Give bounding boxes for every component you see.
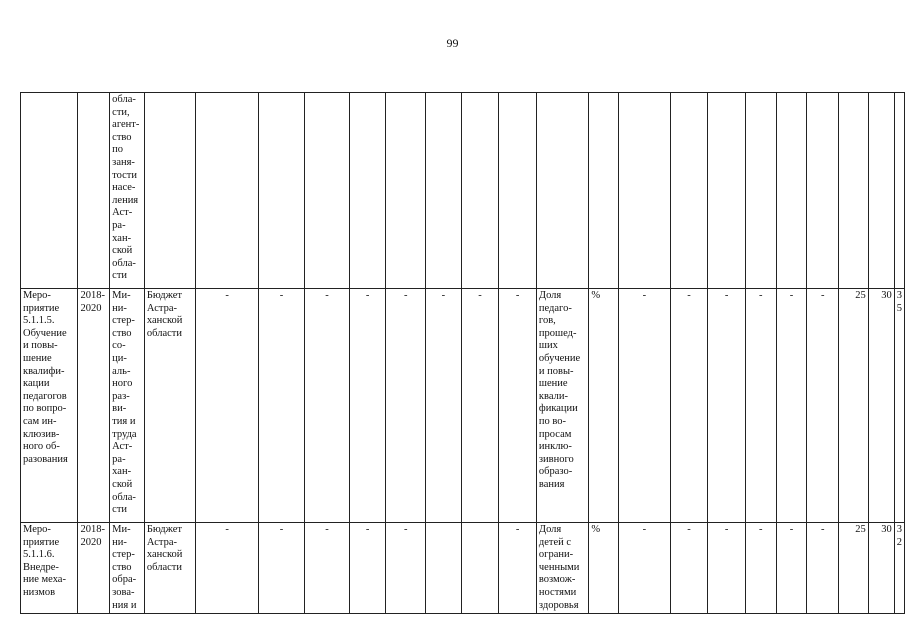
- table-row: [21, 289, 905, 523]
- finance-cell: [258, 93, 305, 289]
- indicator-value-cell: 25: [839, 523, 869, 614]
- indicator-value-cell: 25: [839, 289, 869, 523]
- indicator-value-cell: [619, 93, 670, 289]
- indicator-value-cell: -: [670, 289, 708, 523]
- finance-cell: [349, 93, 386, 289]
- indicator-value-cell: -: [708, 523, 746, 614]
- finance-cell: -: [305, 523, 350, 614]
- finance-cell: -: [499, 289, 537, 523]
- finance-cell: -: [461, 289, 499, 523]
- indicator-cell: [536, 93, 589, 289]
- indicator-cell: Доля педаго- гов, прошед- ших обучение и повы- шение квали- фикации по во- просам инклю- зивного образо- вания: [536, 289, 589, 523]
- years-cell: 2018- 2020: [78, 289, 110, 523]
- finance-cell: [196, 93, 258, 289]
- finance-cell: -: [258, 289, 305, 523]
- indicator-value-cell: 30: [868, 523, 894, 614]
- finance-cell: -: [196, 523, 258, 614]
- indicator-value-cell: -: [708, 289, 746, 523]
- indicator-value-cell: -: [670, 523, 708, 614]
- table-row: [21, 523, 905, 614]
- executor-cell: обла- сти, агент- ство по заня- тости насе- ления Аст- ра- хан- ской обла- сти: [110, 93, 145, 289]
- indicator-value-cell: [807, 93, 839, 289]
- page-number: 99: [446, 36, 459, 50]
- finance-cell: [386, 93, 426, 289]
- funding-source-cell: [144, 93, 196, 289]
- program-activities-table: [20, 92, 905, 614]
- finance-cell: [426, 93, 462, 289]
- indicator-value-cell: 30: [868, 289, 894, 523]
- executor-cell: Ми- ни- стер- ство со- ци- аль- ного раз- ви- тия и труда Аст- ра- хан- ской обла- сти: [110, 289, 145, 523]
- funding-source-cell: Бюджет Астра- ханской области: [144, 523, 196, 614]
- finance-cell: -: [349, 523, 386, 614]
- indicator-value-cell: [776, 93, 807, 289]
- indicator-value-cell: 35: [894, 289, 904, 523]
- unit-cell: [589, 93, 619, 289]
- finance-cell: [461, 523, 499, 614]
- indicator-value-cell: [708, 93, 746, 289]
- finance-cell: -: [499, 523, 537, 614]
- years-cell: [78, 93, 110, 289]
- finance-cell: -: [386, 289, 426, 523]
- finance-cell: [461, 93, 499, 289]
- finance-cell: -: [258, 523, 305, 614]
- indicator-value-cell: -: [776, 523, 807, 614]
- indicator-value-cell: -: [745, 289, 776, 523]
- years-cell: 2018- 2020: [78, 523, 110, 614]
- indicator-value-cell: -: [745, 523, 776, 614]
- unit-cell: %: [589, 523, 619, 614]
- finance-cell: -: [386, 523, 426, 614]
- indicator-value-cell: [839, 93, 869, 289]
- executor-cell: Ми- ни- стер- ство обра- зова- ния и: [110, 523, 145, 614]
- unit-cell: %: [589, 289, 619, 523]
- indicator-value-cell: -: [807, 289, 839, 523]
- finance-cell: -: [196, 289, 258, 523]
- finance-cell: -: [305, 289, 350, 523]
- finance-cell: [499, 93, 537, 289]
- finance-cell: -: [426, 289, 462, 523]
- indicator-value-cell: -: [776, 289, 807, 523]
- indicator-value-cell: -: [619, 289, 670, 523]
- indicator-value-cell: [894, 93, 904, 289]
- funding-source-cell: Бюджет Астра- ханской области: [144, 289, 196, 523]
- indicator-value-cell: -: [619, 523, 670, 614]
- indicator-value-cell: -: [807, 523, 839, 614]
- finance-cell: -: [349, 289, 386, 523]
- indicator-value-cell: [868, 93, 894, 289]
- indicator-value-cell: [670, 93, 708, 289]
- finance-cell: [426, 523, 462, 614]
- indicator-value-cell: 32: [894, 523, 904, 614]
- indicator-value-cell: [745, 93, 776, 289]
- event-cell: [21, 93, 78, 289]
- finance-cell: [305, 93, 350, 289]
- event-cell: Меро- приятие 5.1.1.6. Внедре- ние меха- низмов: [21, 523, 78, 614]
- event-cell: Меро- приятие 5.1.1.5. Обучение и повы- шение квалифи- кации педагогов по вопро- сам ин- клюзив- ного об- разования: [21, 289, 78, 523]
- table-row: [21, 93, 905, 289]
- indicator-cell: Доля детей с ограни- ченными возмож- ностями здоровья: [536, 523, 589, 614]
